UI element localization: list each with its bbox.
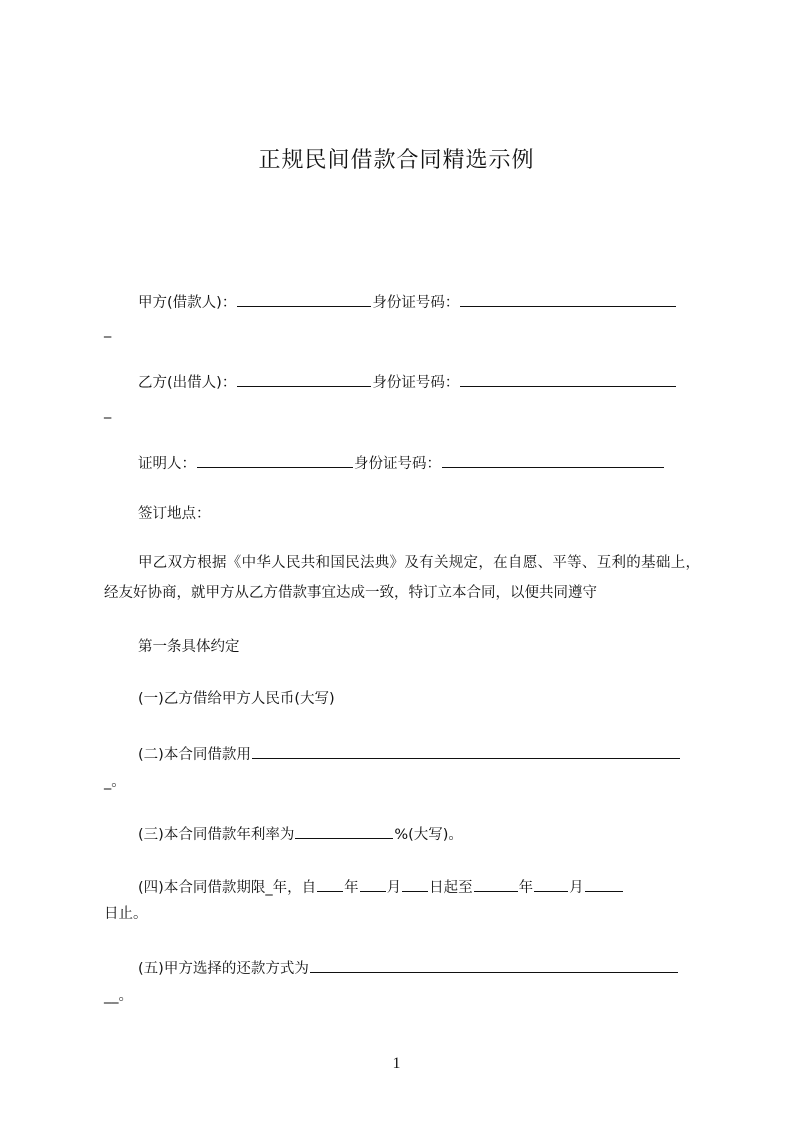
lender-line-continuation: _ (104, 403, 112, 419)
borrower-line-continuation: _ (104, 322, 112, 338)
page-number: 1 (392, 1055, 401, 1072)
witness-label: 证明人： (138, 456, 196, 472)
lender-label: 乙方(出借人)： (138, 375, 237, 391)
lender-id-blank (460, 371, 676, 387)
lender-line (138, 371, 677, 393)
article-1-heading: 第一条具体约定 (138, 639, 240, 655)
item-3-text: (三)本合同借款年利率为 (138, 827, 295, 843)
end-month-blank (534, 876, 568, 892)
start-year-blank (317, 876, 343, 892)
end-year-blank (474, 876, 518, 892)
start-day-blank (402, 876, 428, 892)
start-day-unit: 日起至 (429, 880, 473, 896)
borrower-id-label: 身份证号码： (372, 295, 460, 311)
item-2-text: (二)本合同借款用 (138, 747, 251, 763)
article-1-item-3 (138, 823, 463, 845)
end-month-unit: 月 (569, 880, 584, 896)
item-5-blank (310, 957, 678, 973)
item-4-prefix: (四)本合同借款期限_年，自 (138, 880, 317, 896)
item-3-rate-blank (295, 823, 393, 839)
end-year-unit: 年 (518, 880, 534, 896)
start-month-unit: 月 (386, 880, 402, 896)
item-5-text: (五)甲方选择的还款方式为 (138, 961, 309, 977)
item-3-tail: %(大写)。 (394, 827, 463, 843)
item-4-continuation: 日止。 (104, 906, 148, 922)
lender-name-blank (237, 371, 371, 387)
document-title: 正规民间借款合同精选示例 (258, 148, 535, 173)
borrower-name-blank (237, 291, 371, 307)
preamble-paragraph: 甲乙双方根据《中华人民共和国民法典》及有关规定，在自愿、平等、互利的基础上，经友好协商，就甲方从乙方借款事宜达成一致，特订立本合同，以便共同遵守 (104, 555, 700, 601)
witness-id-blank (442, 452, 664, 468)
witness-id-label: 身份证号码： (354, 456, 441, 472)
borrower-id-blank (460, 291, 676, 307)
item-2-continuation: _。 (104, 774, 126, 790)
borrower-line (138, 291, 677, 313)
item-2-blank (252, 743, 680, 759)
article-1-item-2 (138, 743, 681, 765)
lender-id-label: 身份证号码： (372, 375, 460, 391)
witness-name-blank (197, 452, 353, 468)
article-1-item-1: (一)乙方借给甲方人民币(大写) (138, 691, 335, 707)
signing-place: 签订地点： (138, 506, 211, 522)
borrower-label: 甲方(借款人)： (138, 295, 237, 311)
end-day-blank (585, 876, 623, 892)
witness-line (138, 452, 665, 474)
start-year-unit: 年 (344, 880, 359, 896)
article-1-item-4 (138, 876, 624, 898)
item-5-continuation: __。 (104, 988, 133, 1004)
article-1-item-5 (138, 957, 679, 979)
start-month-blank (360, 876, 386, 892)
